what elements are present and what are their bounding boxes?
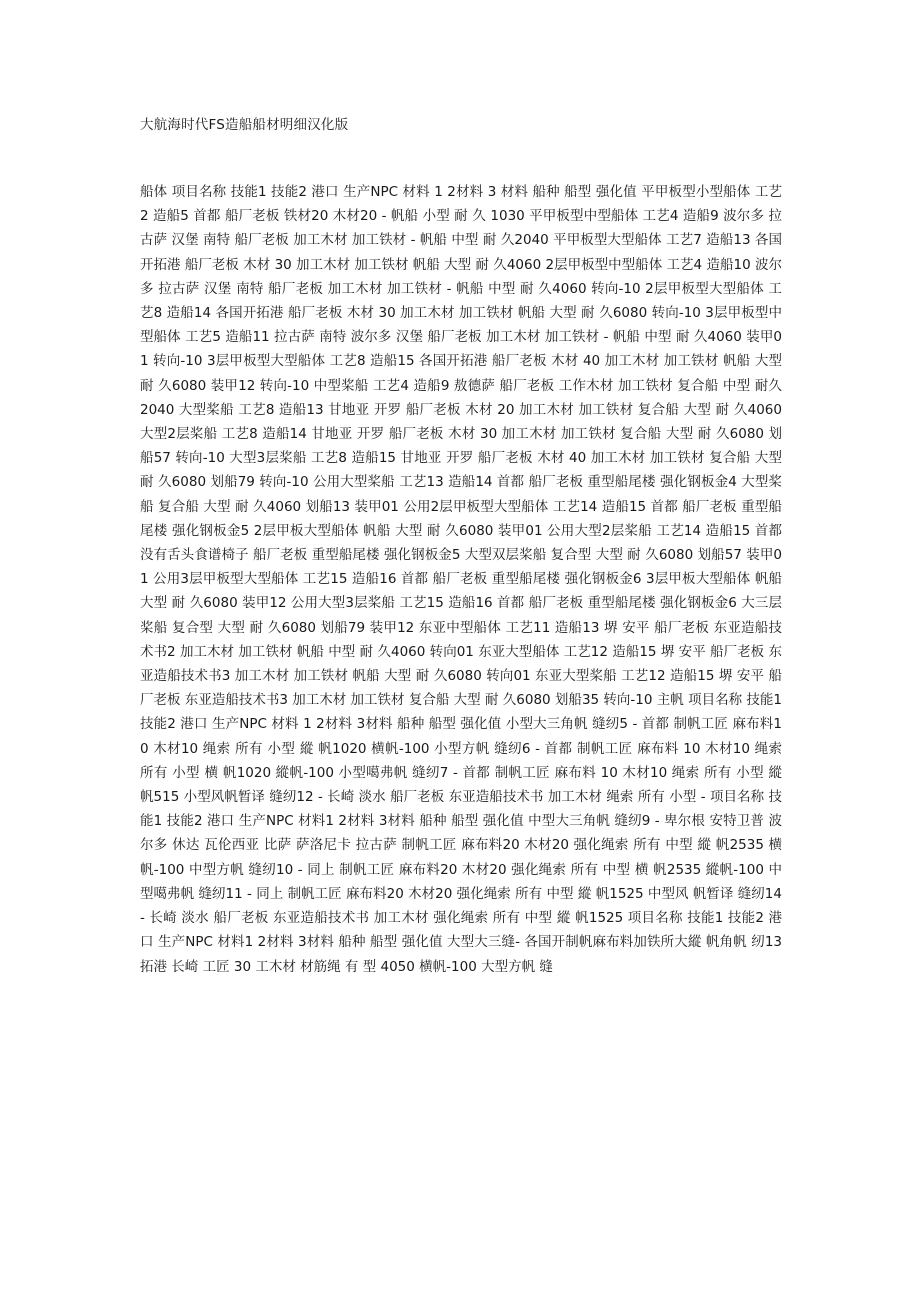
document-title: 大航海时代FS造船船材明细汉化版 xyxy=(140,117,349,133)
document-body-text: 船体 项目名称 技能1 技能2 港口 生产NPC 材料 1 2材料 3 材料 船种 船型 强化值 平甲板型小型船体 工艺2 造船5 首都 船厂老板 铁材20 木材20 - 帆船 小型 耐 久 1030 平甲板型中型船体 工艺4 造船9 波尔多 拉古萨 汉堡 南特 船厂老板 加工木材 加工铁材 - 帆船 中型 耐 久2040 平甲板型大型船体 工艺7 造船13 各国开拓港 船厂老板 木材 30 加工木材 加工铁材 帆船 大型 耐 久4060 2层甲板型中型船体 工艺4 造船10 波尔多 拉古萨 汉堡 南特 船厂老板 加工木材 加工铁材 - 帆船 中型 耐 久4060 转向-10 2层甲板型大型船体 工艺8 造船14 各国开拓港 船厂老板 木材 30 加工木材 加工铁材 帆船 大型 耐 久6080 转向-10 3层甲板型中型船体 工艺5 造船11 拉古萨 南特 波尔多 汉堡 船厂老板 加工木材 加工铁材 - 帆船 中型 耐 久4060 装甲01 转向-10 3层甲板型大型船体 工艺8 造船15 各国开拓港 船厂老板 木材 40 加工木材 加工铁材 帆船 大型 耐 久6080 装甲12 转向-10 中型桨船 工艺4 造船9 敖德萨 船厂老板 工作木材 加工铁材 复合船 中型 耐久 2040 大型桨船 工艺8 造船13 甘地亚 开罗 船厂老板 木材 20 加工木材 加工铁材 复合船 大型 耐 久4060 大型2层桨船 工艺8 造船14 甘地亚 开罗 船厂老板 木材 30 加工木材 加工铁材 复合船 大型 耐 久6080 划船57 转向-10 大型3层桨船 工艺8 造船15 甘地亚 开罗 船厂老板 木材 40 加工木材 加工铁材 复合船 大型 耐 久6080 划船79 转向-10 公用大型桨船 工艺13 造船14 首都 船厂老板 重型船尾楼 强化钢板金4 大型桨船 复合船 大型 耐 久4060 划船13 装甲01 公用2层甲板型大型船体 工艺14 造船15 首都 船厂老板 重型船尾楼 强化钢板金5 2层甲板大型船体 帆船 大型 耐 久6080 装甲01 公用大型2层桨船 工艺14 造船15 首都没有舌头食谱椅子 船厂老板 重型船尾楼 强化钢板金5 大型双层桨船 复合型 大型 耐 久6080 划船57 装甲01 公用3层甲板型大型船体 工艺15 造船16 首都 船厂老板 重型船尾楼 强化钢板金6 3层甲板大型船体 帆船 大型 耐 久6080 装甲12 公用大型3层桨船 工艺15 造船16 首都 船厂老板 重型船尾楼 强化钢板金6 大三层桨船 复合型 大型 耐 久6080 划船79 装甲12 东亚中型船体 工艺11 造船13 堺 安平 船厂老板 东亚造船技术书2 加工木材 加工铁材 帆船 中型 耐 久4060 转向01 东亚大型船体 工艺12 造船15 堺 安平 船厂老板 东亚造船技术书3 加工木材 加工铁材 帆船 大型 耐 久6080 转向01 东亚大型桨船 工艺12 造船15 堺 安平 船厂老板 东亚造船技术书3 加工木材 加工铁材 复合船 大型 耐 久6080 划船35 转向-10 主帆 项目名称 技能1 技能2 港口 生产NPC 材料 1 2材料 3材料 船种 船型 强化值 小型大三角帆 缝纫5 - 首都 制帆工匠 麻布料10 木材10 绳索 所有 小型 縱 帆1020 横帆-100 小型方帆 缝纫6 - 首都 制帆工匠 麻布料 10 木材10 绳索 所有 小型 横 帆1020 縱帆-100 小型噶弗帆 缝纫7 - 首都 制帆工匠 麻布料 10 木材10 绳索 所有 小型 縱 帆515 小型风帆暂译 缝纫12 - 长崎 淡水 船厂老板 东亚造船技术书 加工木材 绳索 所有 小型 - 项目名称 技能1 技能2 港口 生产NPC 材料1 2材料 3材料 船种 船型 强化值 中型大三角帆 缝纫9 - 卑尔根 安特卫普 波尔多 休达 瓦伦西亚 比萨 萨洛尼卡 拉古萨 制帆工匠 麻布料20 木材20 强化绳索 所有 中型 縱 帆2535 横帆-100 中型方帆 缝纫10 - 同上 制帆工匠 麻布料20 木材20 强化绳索 所有 中型 横 帆2535 縱帆-100 中型噶弗帆 缝纫11 - 同上 制帆工匠 麻布料20 木材20 强化绳索 所有 中型 縱 帆1525 中型风 帆暂译 缝纫14 - 长崎 淡水 船厂老板 东亚造船技术书 加工木材 强化绳索 所有 中型 縱 帆1525 项目名称 技能1 技能2 港口 生产NPC 材料1 2材料 3材料 船种 船型 强化值 大型大三缝- 各国开制帆麻布料加铁所大縱 帆角帆 纫13 拓港 长崎 工匠 30 工木材 材筋绳 有 型 4050 横帆-100 大型方帆 缝 xyxy=(140,184,782,975)
